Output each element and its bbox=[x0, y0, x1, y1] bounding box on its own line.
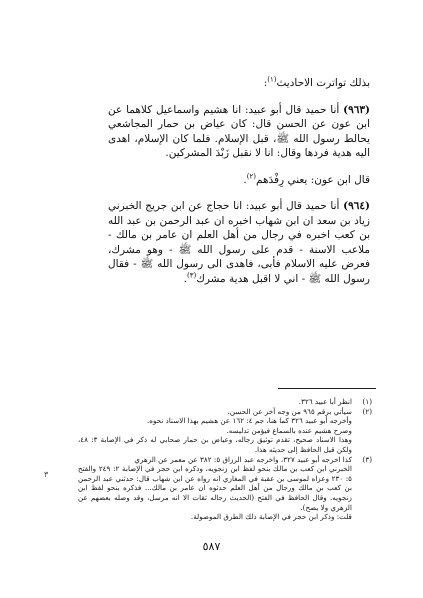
footnote-2-line-4: وهذا الاسناد صحيح، تقدم توثيق رجاله، وعياض بن حمار صحابي له ذكر في الإصابة ٣: ٤٨، ولكن قيل الحافظ إلى حديثه هذا. bbox=[78, 435, 352, 454]
footnote-3-text: كذا اخرجه أبو عبيد ٣٢٧، واخرجه عبد الرزاق ٥: ٣٨٢ عن معمر عن الزهري bbox=[134, 454, 352, 464]
footnote-1 bbox=[78, 397, 372, 407]
intro-line bbox=[108, 76, 370, 91]
page-number: ٥٨٧ bbox=[202, 540, 221, 553]
ibn-awn-comment bbox=[108, 173, 370, 188]
hadith-964 bbox=[108, 199, 370, 286]
hadith-964-punct: . bbox=[183, 272, 187, 285]
footnote-2-line-2: وأخرجه أبو عبيد ٣٢٦ كما هنا، جم ٤: ١٦٢ عن هشيم بهذا الاسناد نحوه. bbox=[146, 416, 352, 426]
hadith-964-text: أنا حميد قال أبو عبيد: انا حجاج عن ابن جريج الخبرني زياد بن سعد ان ابن شهاب اخبره ان عبد الرحمن بن عبد الله بن كعب اخبره في رجال من أهل العلم ان عامر بن مالك - ملاعب الاسنة - قدم على رسول الله ﷺ - وهو مشرك، فعرض عليه الاسلام فأبى، فاهدى الى رسول الله ﷺ - فقال رسول الله ﷺ - اني لا اقبل هدية مشرك bbox=[108, 200, 370, 285]
main-text bbox=[108, 76, 370, 286]
footnote-3 bbox=[78, 455, 372, 465]
footnote-2 bbox=[78, 407, 372, 417]
hadith-963 bbox=[108, 103, 370, 161]
footnote-ref-2: (٢) bbox=[246, 172, 256, 180]
footnote-3-number: (٣) bbox=[362, 454, 372, 464]
footnotes bbox=[78, 397, 372, 522]
footnote-3-line-2: الخبرني ابن كعب بن مالك بنحو لفظ ابن زنجويه، وذكره ابن حجر في الإصابة ٢: ٢٤٩ والفتح ٥: ٢٣٠ وعزاه لموسى بن عقبة في المغازي انه رواه عن ابن شهاب قال: حدثني عبد الرحمن بن كعب بن مالك ورجال من أهل العلم حدثوه ان عامر بن مالك... فذكره بنحو لفظ ابن زنجويه. وقال الحافظ في الفتح (الحديث رجاله ثقات الا انه مرسل، وقد وصله بعضهم عن الزهري ولا يصح). bbox=[78, 464, 352, 512]
footnote-ref-1: (١) bbox=[267, 75, 277, 84]
footnote-1-number: (١) bbox=[362, 397, 372, 406]
footnote-2-line-3: وصرح هشيم عنده بالسماع فيؤمن تدليسه. bbox=[226, 425, 352, 435]
footnote-3-line-3: قلت: وذكر ابن حجر في الإصابة ذلك الطرق الموصولة. bbox=[190, 512, 352, 522]
hadith-963-text: أنا حميد قال أبو عبيد: انا هشيم واسماعيل كلاهما عن ابن عون عن الحسن قال: كان عياض بن حمار المجاشعي يحالط رسول الله ﷺ، قبل الإسلام. فلما كان الإسلام، اهدى اليه هدية فردها وقال: انا لا نقبل زَبْدَ المشركين. bbox=[108, 103, 370, 159]
footnote-ref-3: (٣) bbox=[187, 271, 197, 279]
ibn-awn-punct: . bbox=[243, 173, 247, 186]
hadith-963-number: (٩٦٣) bbox=[343, 103, 370, 116]
ibn-awn-text: قال ابن عون: يعني رِفْدَهم bbox=[255, 173, 370, 186]
hadith-964-number: (٩٦٤) bbox=[343, 200, 370, 212]
footnote-1-text: انظر أبا عبيد ٣٢٦. bbox=[298, 397, 352, 406]
footnote-2-number: (٢) bbox=[362, 406, 372, 416]
margin-mark: ٣ bbox=[44, 470, 49, 479]
footnote-2-text: سيأتي برقم ٩٦٥ من وجه آخر عن الحسن. bbox=[227, 406, 352, 416]
intro-text: بذلك تواترت الاحاديث bbox=[276, 77, 370, 89]
footnote-divider bbox=[278, 388, 376, 389]
intro-punct: : bbox=[263, 77, 268, 89]
